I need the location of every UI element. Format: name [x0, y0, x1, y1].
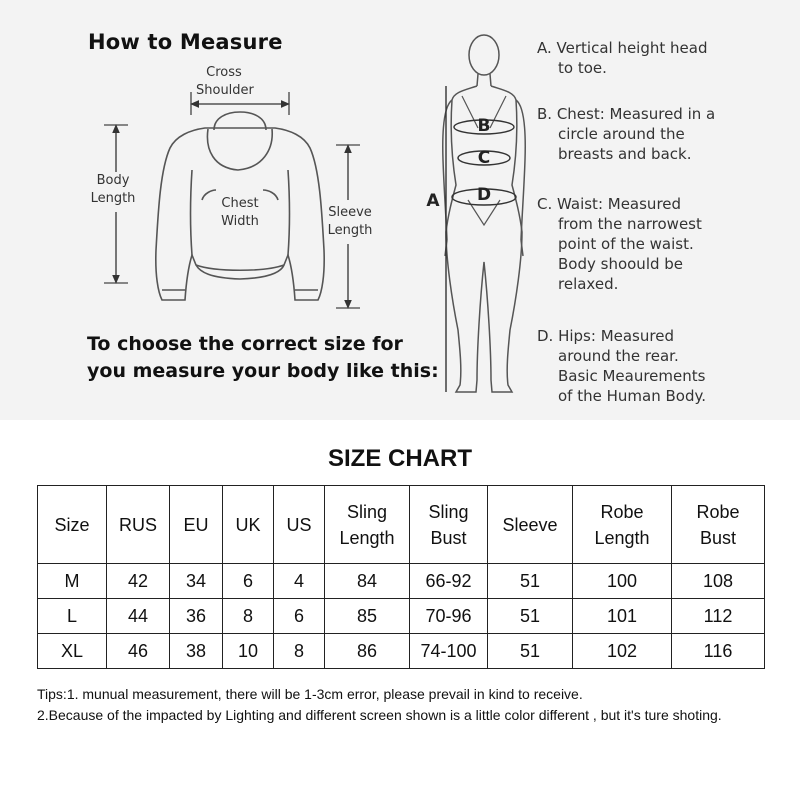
sleeve-length-label: Sleeve Length: [327, 205, 373, 238]
figure-letter-c: C: [477, 148, 491, 168]
table-cell: 8: [223, 599, 274, 634]
table-cell: 112: [672, 599, 765, 634]
table-row: [38, 634, 765, 669]
table-cell: 116: [672, 634, 765, 669]
figure-letter-b: B: [477, 116, 491, 136]
table-cell: L: [38, 599, 107, 634]
header-sling-bust: Sling Bust: [410, 486, 488, 564]
table-cell: 51: [488, 599, 573, 634]
header-sleeve: Sleeve: [488, 486, 573, 564]
header-rus: RUS: [107, 486, 170, 564]
table-cell: 51: [488, 634, 573, 669]
table-cell: 86: [325, 634, 410, 669]
table-cell: 44: [107, 599, 170, 634]
table-cell: 36: [170, 599, 223, 634]
tip-1: Tips:1. munual measurement, there will be 1-3cm error, please prevail in kind to receive.: [37, 686, 583, 702]
table-cell: 8: [274, 634, 325, 669]
table-cell: 84: [325, 564, 410, 599]
table-cell: 74-100: [410, 634, 488, 669]
table-cell: 66-92: [410, 564, 488, 599]
choose-size-instruction: To choose the correct size for you measure your body like this:: [87, 333, 439, 382]
table-cell: 46: [107, 634, 170, 669]
table-row: [38, 564, 765, 599]
table-cell: M: [38, 564, 107, 599]
body-figure-illustration: [443, 35, 525, 392]
tips-note: [37, 684, 777, 726]
header-us: US: [274, 486, 325, 564]
table-cell: 85: [325, 599, 410, 634]
table-cell: XL: [38, 634, 107, 669]
tip-2: 2.Because of the impacted by Lighting and different screen shown is a little color different , but it's ture shoting.: [37, 707, 722, 723]
chest-width-label: Chest Width: [221, 196, 259, 229]
table-cell: 10: [223, 634, 274, 669]
table-cell: 34: [170, 564, 223, 599]
table-cell: 6: [274, 599, 325, 634]
table-cell: 4: [274, 564, 325, 599]
table-header-row: [38, 486, 765, 564]
how-to-measure-title: How to Measure: [88, 30, 283, 54]
figure-letter-a: A: [426, 191, 440, 211]
size-chart-table: [37, 485, 765, 669]
table-cell: 101: [573, 599, 672, 634]
table-cell: 108: [672, 564, 765, 599]
description-a: A. Vertical height head to toe.: [537, 39, 708, 77]
table-cell: 102: [573, 634, 672, 669]
table-cell: 51: [488, 564, 573, 599]
description-b: B. Chest: Measured in a circle around the breasts and back.: [537, 105, 716, 163]
header-uk: UK: [223, 486, 274, 564]
table-cell: 38: [170, 634, 223, 669]
figure-letter-d: D: [476, 185, 492, 205]
table-row: [38, 599, 765, 634]
description-c: C. Waist: Measured from the narrowest point of the waist. Body shoould be relaxed.: [537, 195, 702, 293]
size-chart-title: SIZE CHART: [328, 445, 472, 472]
description-d: D. Hips: Measured around the rear. Basic Meaurements of the Human Body.: [537, 327, 706, 405]
table-cell: 70-96: [410, 599, 488, 634]
body-length-label: Body Length: [90, 173, 136, 206]
header-eu: EU: [170, 486, 223, 564]
table-cell: 6: [223, 564, 274, 599]
header-sling-length: Sling Length: [325, 486, 410, 564]
cross-shoulder-label: Cross Shoulder: [196, 65, 254, 98]
table-cell: 42: [107, 564, 170, 599]
header-robe-bust: Robe Bust: [672, 486, 765, 564]
table-cell: 100: [573, 564, 672, 599]
header-robe-length: Robe Length: [573, 486, 672, 564]
header-size: Size: [38, 486, 107, 564]
